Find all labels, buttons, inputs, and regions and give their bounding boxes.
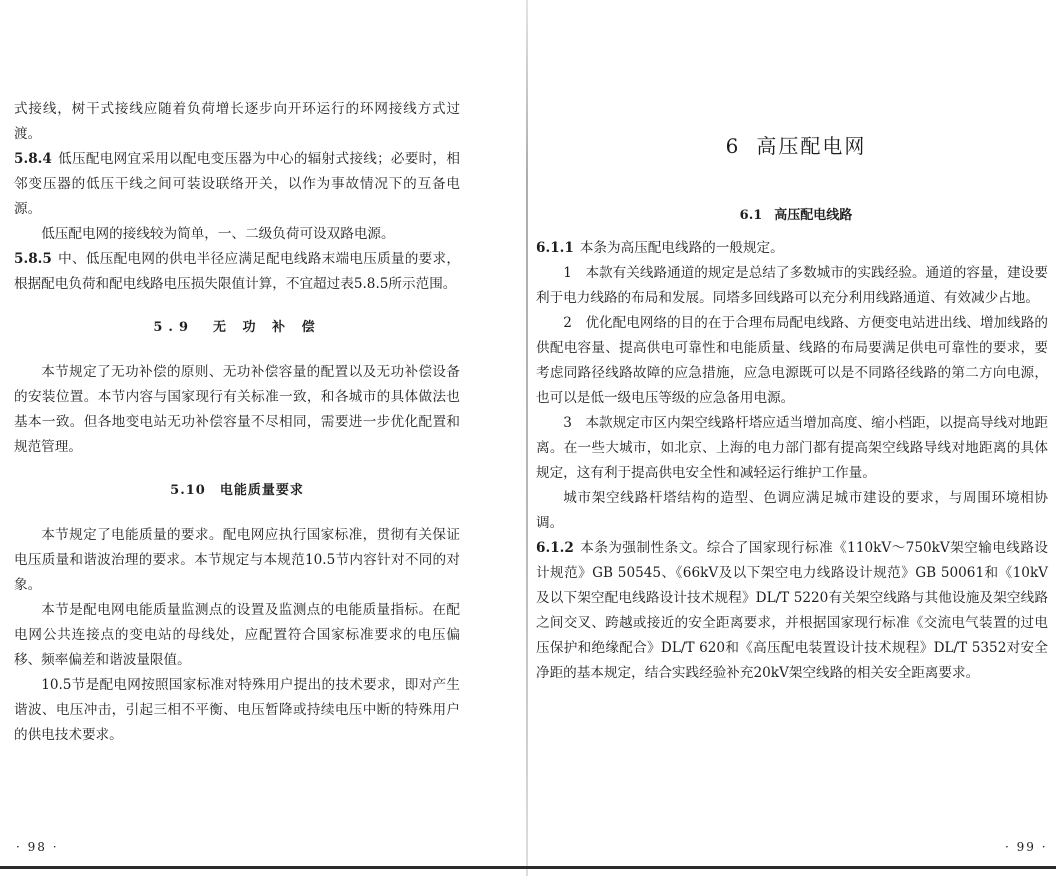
clause-number: 6.1.2 bbox=[536, 540, 574, 556]
section-title: 高压配电线路 bbox=[774, 208, 853, 223]
right-text-column bbox=[536, 236, 1048, 686]
clause-6-1-2 bbox=[536, 536, 1048, 686]
clause-5-8-5 bbox=[14, 247, 460, 297]
clause-number: 6.1.1 bbox=[536, 240, 574, 256]
paragraph: 10.5节是配电网按照国家标准对特殊用户提出的技术要求，即对产生谐波、电压冲击，引起三相不平衡、电压暂降或持续电压中断的特殊用户的供电技术要求。 bbox=[14, 677, 460, 743]
left-page bbox=[0, 0, 520, 876]
page-number-left: · 98 · bbox=[16, 840, 59, 854]
section-number: 6.1 bbox=[739, 208, 763, 223]
left-text-column bbox=[14, 97, 460, 748]
clause-text: 本条为高压配电线路的一般规定。 bbox=[579, 240, 784, 256]
paragraph: 城市架空线路杆塔结构的造型、色调应满足城市建设的要求，与周围环境相协调。 bbox=[536, 490, 1048, 531]
clause-5-8-4 bbox=[14, 147, 460, 222]
clause-number: 5.8.4 bbox=[14, 151, 52, 167]
page-number-right: · 99 · bbox=[1005, 840, 1048, 854]
paragraph-continuation: 式接线，树干式接线应随着负荷增长逐步向开环运行的环网接线方式过渡。 bbox=[14, 101, 460, 142]
clause-text: 本条为强制性条文。综合了国家现行标准《110kV～750kV架空输电线路设计规范》GB 50545、《66kV及以下架空电力线路设计规范》GB 50061和《10kV及以下架空配电线路设计技术规程》DL/T 5220有关架空线路与其他设施及架空线路之间交叉、跨越或接近的安全距离要求，并根据国家现行标准《交流电气装置的过电压保护和绝缘配合》DL/T 620和《高压配电装置设计技术规程》DL/T 5352对安全净距的基本规定，结合实践经验补充20kV架空线路的相关安全距离要求。 bbox=[536, 540, 1048, 681]
section-heading-5-10: 5.10 电能质量要求 bbox=[170, 483, 304, 498]
paragraph: 本节是配电网电能质量监测点的设置及监测点的电能质量指标。在配电网公共连接点的变电站的母线处，应配置符合国家标准要求的电压偏移、频率偏差和谐波量限值。 bbox=[14, 602, 460, 668]
paragraph: 本节规定了无功补偿的原则、无功补偿容量的配置以及无功补偿设备的安装位置。本节内容与国家现行有关标准一致，和各城市的具体做法也基本一致。但各地变电站无功补偿容量不尽相同，需要进一步优化配置和规范管理。 bbox=[14, 364, 460, 455]
chapter-number: 6 bbox=[725, 134, 741, 158]
clause-text: 低压配电网宜采用以配电变压器为中心的辐射式接线；必要时，相邻变压器的低压干线之间可装设联络开关，以作为事故情况下的互备电源。 bbox=[14, 151, 460, 217]
item-3: 3 本款规定市区内架空线路杆塔应适当增加高度、缩小档距，以提高导线对地距离。在一些大城市，如北京、上海的电力部门都有提高架空线路导线对地距离的具体规定，这有利于提高供电安全性和减轻运行维护工作量。 bbox=[536, 415, 1048, 481]
paragraph: 低压配电网的接线较为简单，一、二级负荷可设双路电源。 bbox=[41, 226, 395, 242]
book-spine bbox=[526, 0, 528, 876]
item-2: 2 优化配电网络的目的在于合理布局配电线路、方便变电站进出线、增加线路的供配电容量、提高供电可靠性和电能质量、线路的布局要满足供电可靠性的要求，要考虑同路径线路故障的应急措施，应急电源既可以是不同路径线路的第二方向电源，也可以是低一级电压等级的应急备用电源。 bbox=[536, 315, 1048, 406]
section-heading-5-9: 5.9 无 功 补 偿 bbox=[153, 320, 321, 335]
clause-text: 中、低压配电网的供电半径应满足配电线路末端电压质量的要求，根据配电负荷和配电线路电压损失限值计算，不宜超过表5.8.5所示范围。 bbox=[14, 251, 460, 292]
clause-6-1-1 bbox=[536, 236, 1048, 261]
right-page bbox=[536, 0, 1056, 876]
paragraph: 本节规定了电能质量的要求。配电网应执行国家标准，贯彻有关保证电压质量和谐波治理的要求。本节规定与本规范10.5节内容针对不同的对象。 bbox=[14, 527, 460, 593]
item-1: 1 本款有关线路通道的规定是总结了多数城市的实践经验。通道的容量，建设要利于电力线路的布局和发展。同塔多回线路可以充分利用线路通道、有效减少占地。 bbox=[536, 265, 1048, 306]
chapter-title: 高压配电网 bbox=[756, 134, 867, 158]
clause-number: 5.8.5 bbox=[14, 251, 52, 267]
